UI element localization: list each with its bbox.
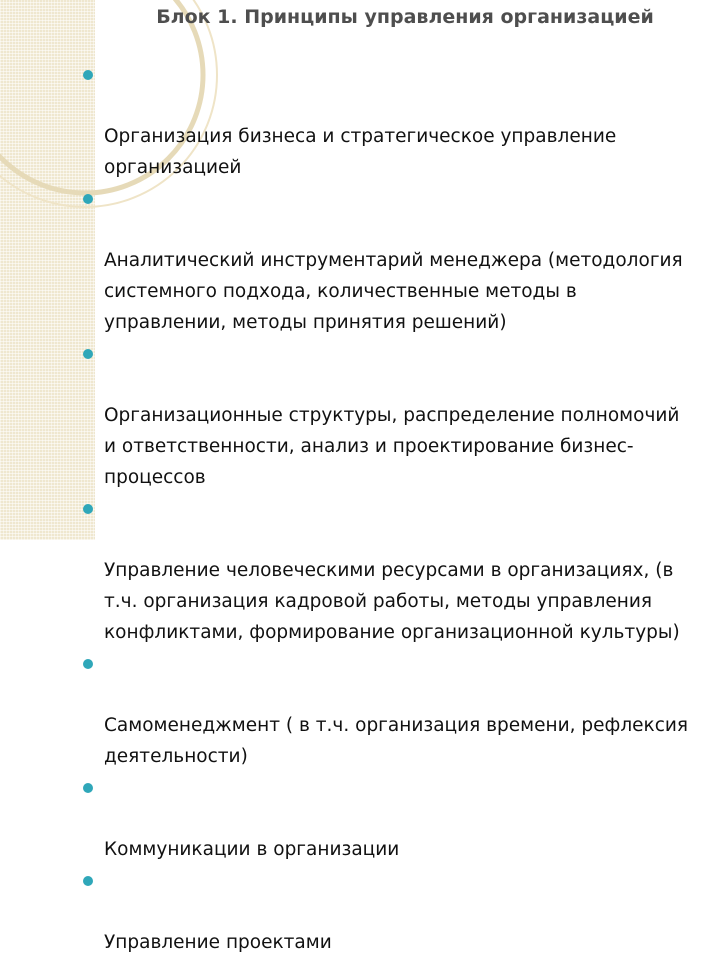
bullet-text: Управление проектами: [104, 932, 332, 953]
bullet-text: Организация бизнеса и стратегическое управление организацией: [104, 126, 617, 178]
bullet-text: Организационные структуры, распределение полномочий и ответственности, анализ и проектирование бизнес- процессов: [104, 405, 680, 488]
bullet-item: [82, 865, 720, 958]
bullet-dot-icon: [83, 783, 93, 793]
bullet-item: [82, 648, 720, 772]
bullet-text: Самоменеджмент ( в т.ч. организация времени, рефлексия деятельности): [104, 715, 689, 767]
bullet-text: Аналитический инструментарий менеджера (методология системного подхода, количественные методы в управлении, методы принятия решений): [104, 250, 683, 333]
bullet-dot-icon: [83, 876, 93, 886]
bullet-item: [82, 493, 720, 648]
bullet-list: [82, 59, 720, 958]
bullet-item: [82, 59, 720, 183]
bullet-dot-icon: [83, 349, 93, 359]
bullet-item: [82, 183, 720, 338]
bullet-dot-icon: [83, 194, 93, 204]
bullet-dot-icon: [83, 70, 93, 80]
bullet-text: Коммуникации в организации: [104, 839, 400, 860]
bullet-dot-icon: [83, 504, 93, 514]
bullet-item: [82, 338, 720, 493]
bullet-text: Управление человеческими ресурсами в организациях, (в т.ч. организация кадровой работы, методы управления конфликтами, формирование организационной культуры): [104, 560, 680, 643]
bullet-dot-icon: [83, 659, 93, 669]
bullet-item: [82, 772, 720, 865]
slide-title: Блок 1. Принципы управления организацией: [156, 6, 654, 28]
